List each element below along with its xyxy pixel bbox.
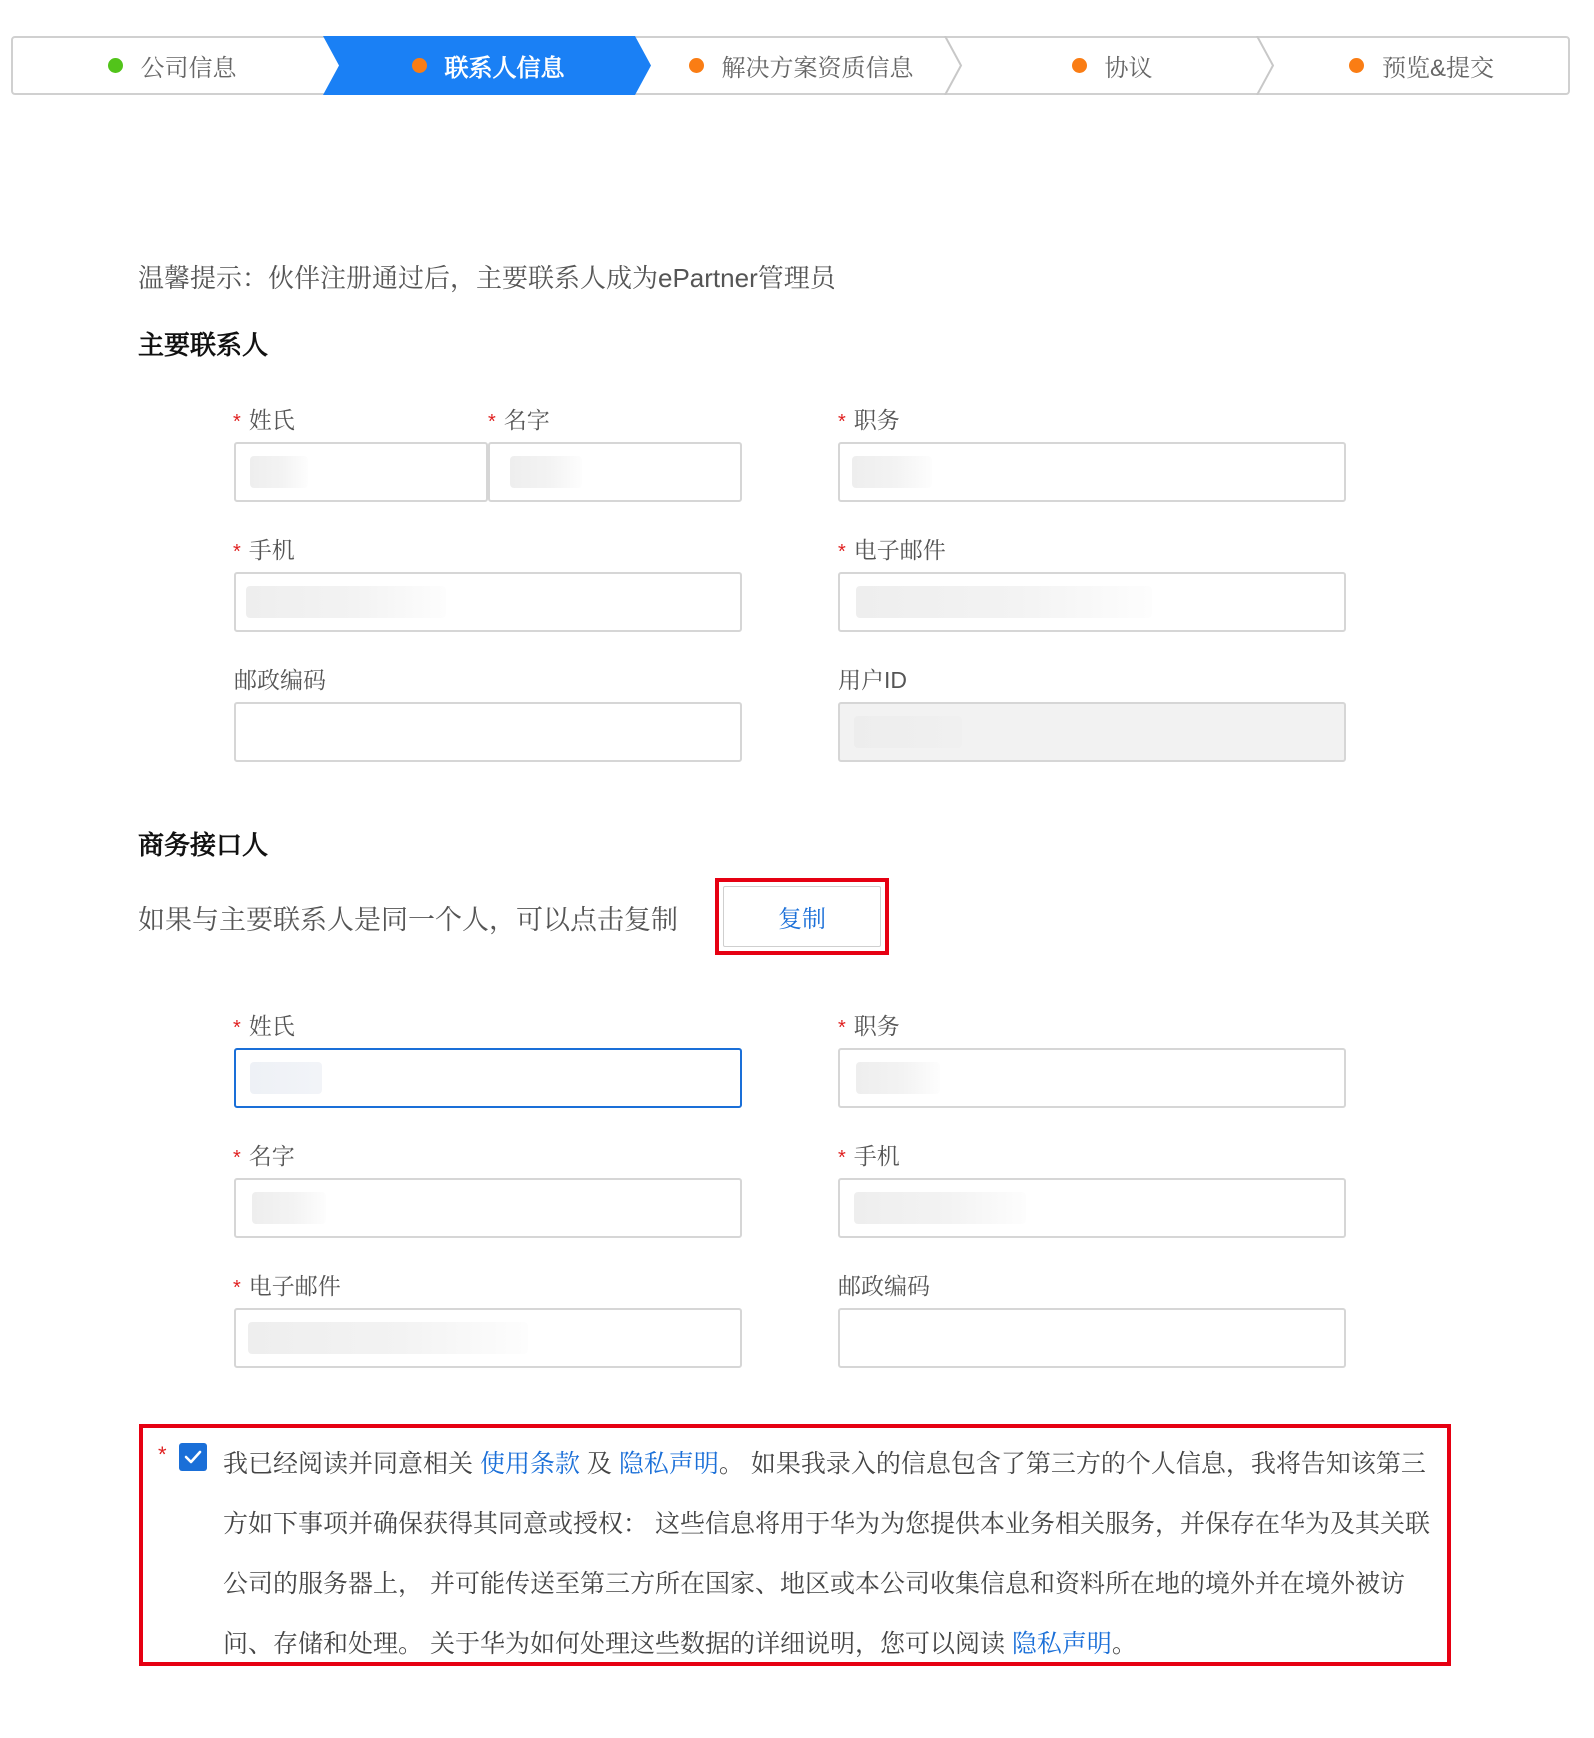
- primary-position-input[interactable]: [838, 442, 1346, 502]
- step-label: 解决方案资质信息: [721, 55, 914, 82]
- primary-postcode-label: 邮政编码: [234, 667, 326, 693]
- agreement-required-mark: *: [158, 1442, 167, 1467]
- business-email-input[interactable]: [234, 1308, 742, 1368]
- primary-mobile-label: * 手机: [233, 537, 295, 563]
- step-contact-info[interactable]: [333, 36, 643, 95]
- primary-position-label: * 职务: [838, 407, 900, 433]
- business-surname-label: * 姓氏: [233, 1013, 295, 1039]
- step-preview-submit[interactable]: [1273, 36, 1570, 95]
- privacy-statement-link-2[interactable]: 隐私声明: [1011, 1630, 1112, 1658]
- terms-of-use-link[interactable]: 使用条款: [479, 1450, 580, 1478]
- step-label: 预览&提交: [1381, 55, 1494, 82]
- primary-postcode-input[interactable]: [234, 702, 742, 762]
- step-label: 公司信息: [140, 55, 237, 82]
- business-email-label: * 电子邮件: [233, 1273, 341, 1299]
- progress-stepper: [11, 36, 1570, 95]
- primary-surname-input[interactable]: [234, 442, 488, 502]
- privacy-statement-link[interactable]: 隐私声明: [618, 1450, 719, 1478]
- agreement-highlight: [139, 1424, 1451, 1666]
- primary-email-label: * 电子邮件: [838, 537, 946, 563]
- primary-given-name-label: * 名字: [488, 407, 550, 433]
- business-position-label: * 职务: [838, 1013, 900, 1039]
- primary-surname-label: * 姓氏: [233, 407, 295, 433]
- tip-text: 温馨提示：伙伴注册通过后，主要联系人成为ePartner管理员: [138, 263, 836, 293]
- business-mobile-input[interactable]: [838, 1178, 1346, 1238]
- primary-given-name-input[interactable]: [488, 442, 742, 502]
- step-status-dot: [1349, 58, 1364, 73]
- primary-user-id-label: 用户ID: [838, 667, 907, 693]
- primary-user-id-input: [838, 702, 1346, 762]
- step-status-dot: [412, 58, 427, 73]
- copy-button-highlight: [715, 878, 889, 955]
- business-contact-title: 商务接口人: [138, 830, 269, 860]
- business-postcode-label: 邮政编码: [838, 1273, 930, 1299]
- step-agreement[interactable]: [961, 36, 1263, 95]
- primary-email-input[interactable]: [838, 572, 1346, 632]
- business-postcode-input[interactable]: [838, 1308, 1346, 1368]
- business-given-name-input[interactable]: [234, 1178, 742, 1238]
- step-status-dot: [108, 58, 123, 73]
- step-solution-qualification[interactable]: [651, 36, 951, 95]
- step-label: 联系人信息: [444, 55, 565, 82]
- agreement-checkbox[interactable]: [179, 1443, 207, 1471]
- copy-button[interactable]: 复制: [723, 886, 881, 947]
- agreement-text: 我已经阅读并同意相关 使用条款 及 隐私声明。 如果我录入的信息包含了第三方的个人信息，我将告知该第三方如下事项并确保获得其同意或授权： 这些信息将用于华为为您提供本业务相关服务，并保存在华为及其关联公司的服务器上， 并可能传送至第三方所在国家、地区或本公司收集信息和资料所在地的境外并在境外被访问、存储和处理。 关于华为如何处理这些数据的详细说明，您可以阅读 隐私声明。: [223, 1450, 1430, 1658]
- business-given-name-label: * 名字: [233, 1143, 295, 1169]
- copy-hint-text: 如果与主要联系人是同一个人，可以点击复制: [138, 905, 678, 935]
- checkmark-icon: [183, 1447, 203, 1467]
- step-status-dot: [1072, 58, 1087, 73]
- business-surname-input[interactable]: [234, 1048, 742, 1108]
- step-status-dot: [689, 58, 704, 73]
- step-company-info[interactable]: [11, 36, 333, 95]
- business-mobile-label: * 手机: [838, 1143, 900, 1169]
- business-position-input[interactable]: [838, 1048, 1346, 1108]
- primary-contact-title: 主要联系人: [138, 330, 269, 360]
- step-label: 协议: [1104, 55, 1153, 82]
- primary-mobile-input[interactable]: [234, 572, 742, 632]
